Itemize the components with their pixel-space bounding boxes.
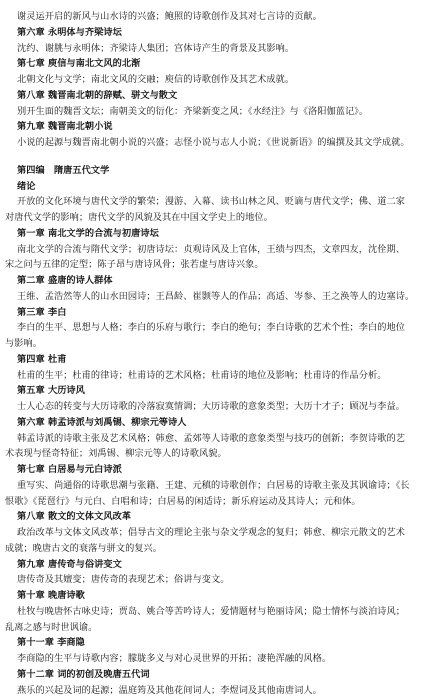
section-gap [5,151,425,163]
text-line: 王维、孟浩然等人的山水田园诗；王昌龄、崔颢等人的作品；高适、岑参、王之涣等人的边塞诗。 [5,289,425,305]
chapter-heading: 第七章 庾信与南北文风的北渐 [5,56,425,72]
intro-heading: 绪论 [5,179,425,195]
chapter-heading: 第七章 白居易与元白诗派 [5,462,425,478]
chapter-heading: 第二章 盛唐的诗人群体 [5,273,425,289]
chapter-heading: 第六章 永明体与齐梁诗坛 [5,25,425,41]
text-line: 乱离之感与时世讽谕。 [5,620,425,636]
text-line: 杜甫的生平；杜甫的律诗；杜甫诗的艺术风格；杜甫诗的地位及影响；杜甫诗的作品分析。 [5,368,425,384]
chapter-heading: 第一章 南北文学的合流与初唐诗坛 [5,226,425,242]
text-line: 谢灵运开启的新风与山水诗的兴盛；鲍照的诗歌创作及其对七言诗的贡献。 [5,9,425,25]
text-line: 别开生面的魏晋文坛；南朝美文的衍化：齐梁新变之风；《水经注》与《洛阳伽蓝记》。 [5,104,425,120]
part-heading: 第四编 隋唐五代文学 [5,163,425,179]
text-line: 政治改革与文体文风改革；倡导古文的理论主张与杂文学观念的复归；韩愈、柳宗元散文的艺术 [5,525,425,541]
text-line: 南北文学的合流与隋代文学；初唐诗坛：贞观诗风及上官体，王绩与四杰，文章四友，沈佺期、 [5,242,425,258]
text-line: 宋之问与五律的定型；陈子昂与唐诗风骨；张若虚与唐诗兴象。 [5,257,425,273]
text-line: 恨歌》《琵琶行》与元白、白唱和诗；白居易的闲适诗；新乐府运动及其诗人；元和体。 [5,494,425,510]
text-line: 沈约、谢朓与永明体；齐梁诗人集团；宫体诗产生的背景及其影响。 [5,41,425,57]
chapter-heading: 第九章 唐传奇与俗讲变文 [5,557,425,573]
chapter-heading: 第五章 大历诗风 [5,383,425,399]
text-line: 燕乐的兴起及词的起源；温庭筠及其他花间词人；李煜词及其他南唐词人。 [5,683,425,698]
chapter-heading: 第十一章 李商隐 [5,635,425,651]
text-line: 唐传奇及其嬗变；唐传奇的表现艺术；俗讲与变文。 [5,572,425,588]
text-line: 李商隐的生平与诗歌内容；朦胧多义与对心灵世界的开拓；凄艳浑融的风格。 [5,651,425,667]
text-line: 李白的生平、思想与人格；李白的乐府与歌行；李白的绝句；李白诗歌的艺术个性；李白的地位 [5,320,425,336]
chapter-heading: 第四章 杜甫 [5,352,425,368]
text-line: 成就；晚唐古文的衰落与骈文的复兴。 [5,541,425,557]
text-line: 重写实、尚通俗的诗歌思潮与张籍、王建、元稹的诗歌创作；白居易的诗歌主张及其讽谕诗；《长 [5,478,425,494]
chapter-heading: 第九章 魏晋南北朝小说 [5,119,425,135]
chapter-heading: 第八章 魏晋南北朝的辞赋、骈文与散文 [5,88,425,104]
chapter-heading: 第十章 晚唐诗歌 [5,588,425,604]
text-line: 开放的文化环境与唐代文学的繁荣；漫游、入幕、读书山林之风、贬谪与唐代文学；佛、道二家 [5,194,425,210]
text-line: 韩孟诗派的诗歌主张及艺术风格；韩愈、孟郊等人诗歌的意象类型与技巧的创新；李贺诗歌的艺 [5,431,425,447]
text-line: 对唐代文学的影响；唐代文学的风貌及其在中国文学史上的地位。 [5,210,425,226]
text-line: 杜牧与晚唐怀古咏史诗；贾岛、姚合等苦吟诗人；爱情题材与艳丽诗风；隐士情怀与淡泊诗风； [5,604,425,620]
chapter-heading: 第十二章 词的初创及晚唐五代词 [5,667,425,683]
text-line: 士人心态的转变与大历诗歌的冷落寂寞情调；大历诗歌的意象类型；大历十才子；顾况与李益。 [5,399,425,415]
text-line: 小说的起源与魏晋南北朝小说的兴盛；志怪小说与志人小说；《世说新语》的编撰及其文学成就。 [5,135,425,151]
chapter-heading: 第三章 李白 [5,305,425,321]
text-line: 与影响。 [5,336,425,352]
chapter-heading: 第八章 散文的文体文风改革 [5,509,425,525]
text-line: 术表现与怪奇特征；刘禹锡、柳宗元等人的诗歌风貌。 [5,446,425,462]
chapter-heading: 第六章 韩孟诗派与刘禹锡、柳宗元等诗人 [5,415,425,431]
text-line: 北朝文化与文学；南北文风的交融；庾信的诗歌创作及其艺术成就。 [5,72,425,88]
